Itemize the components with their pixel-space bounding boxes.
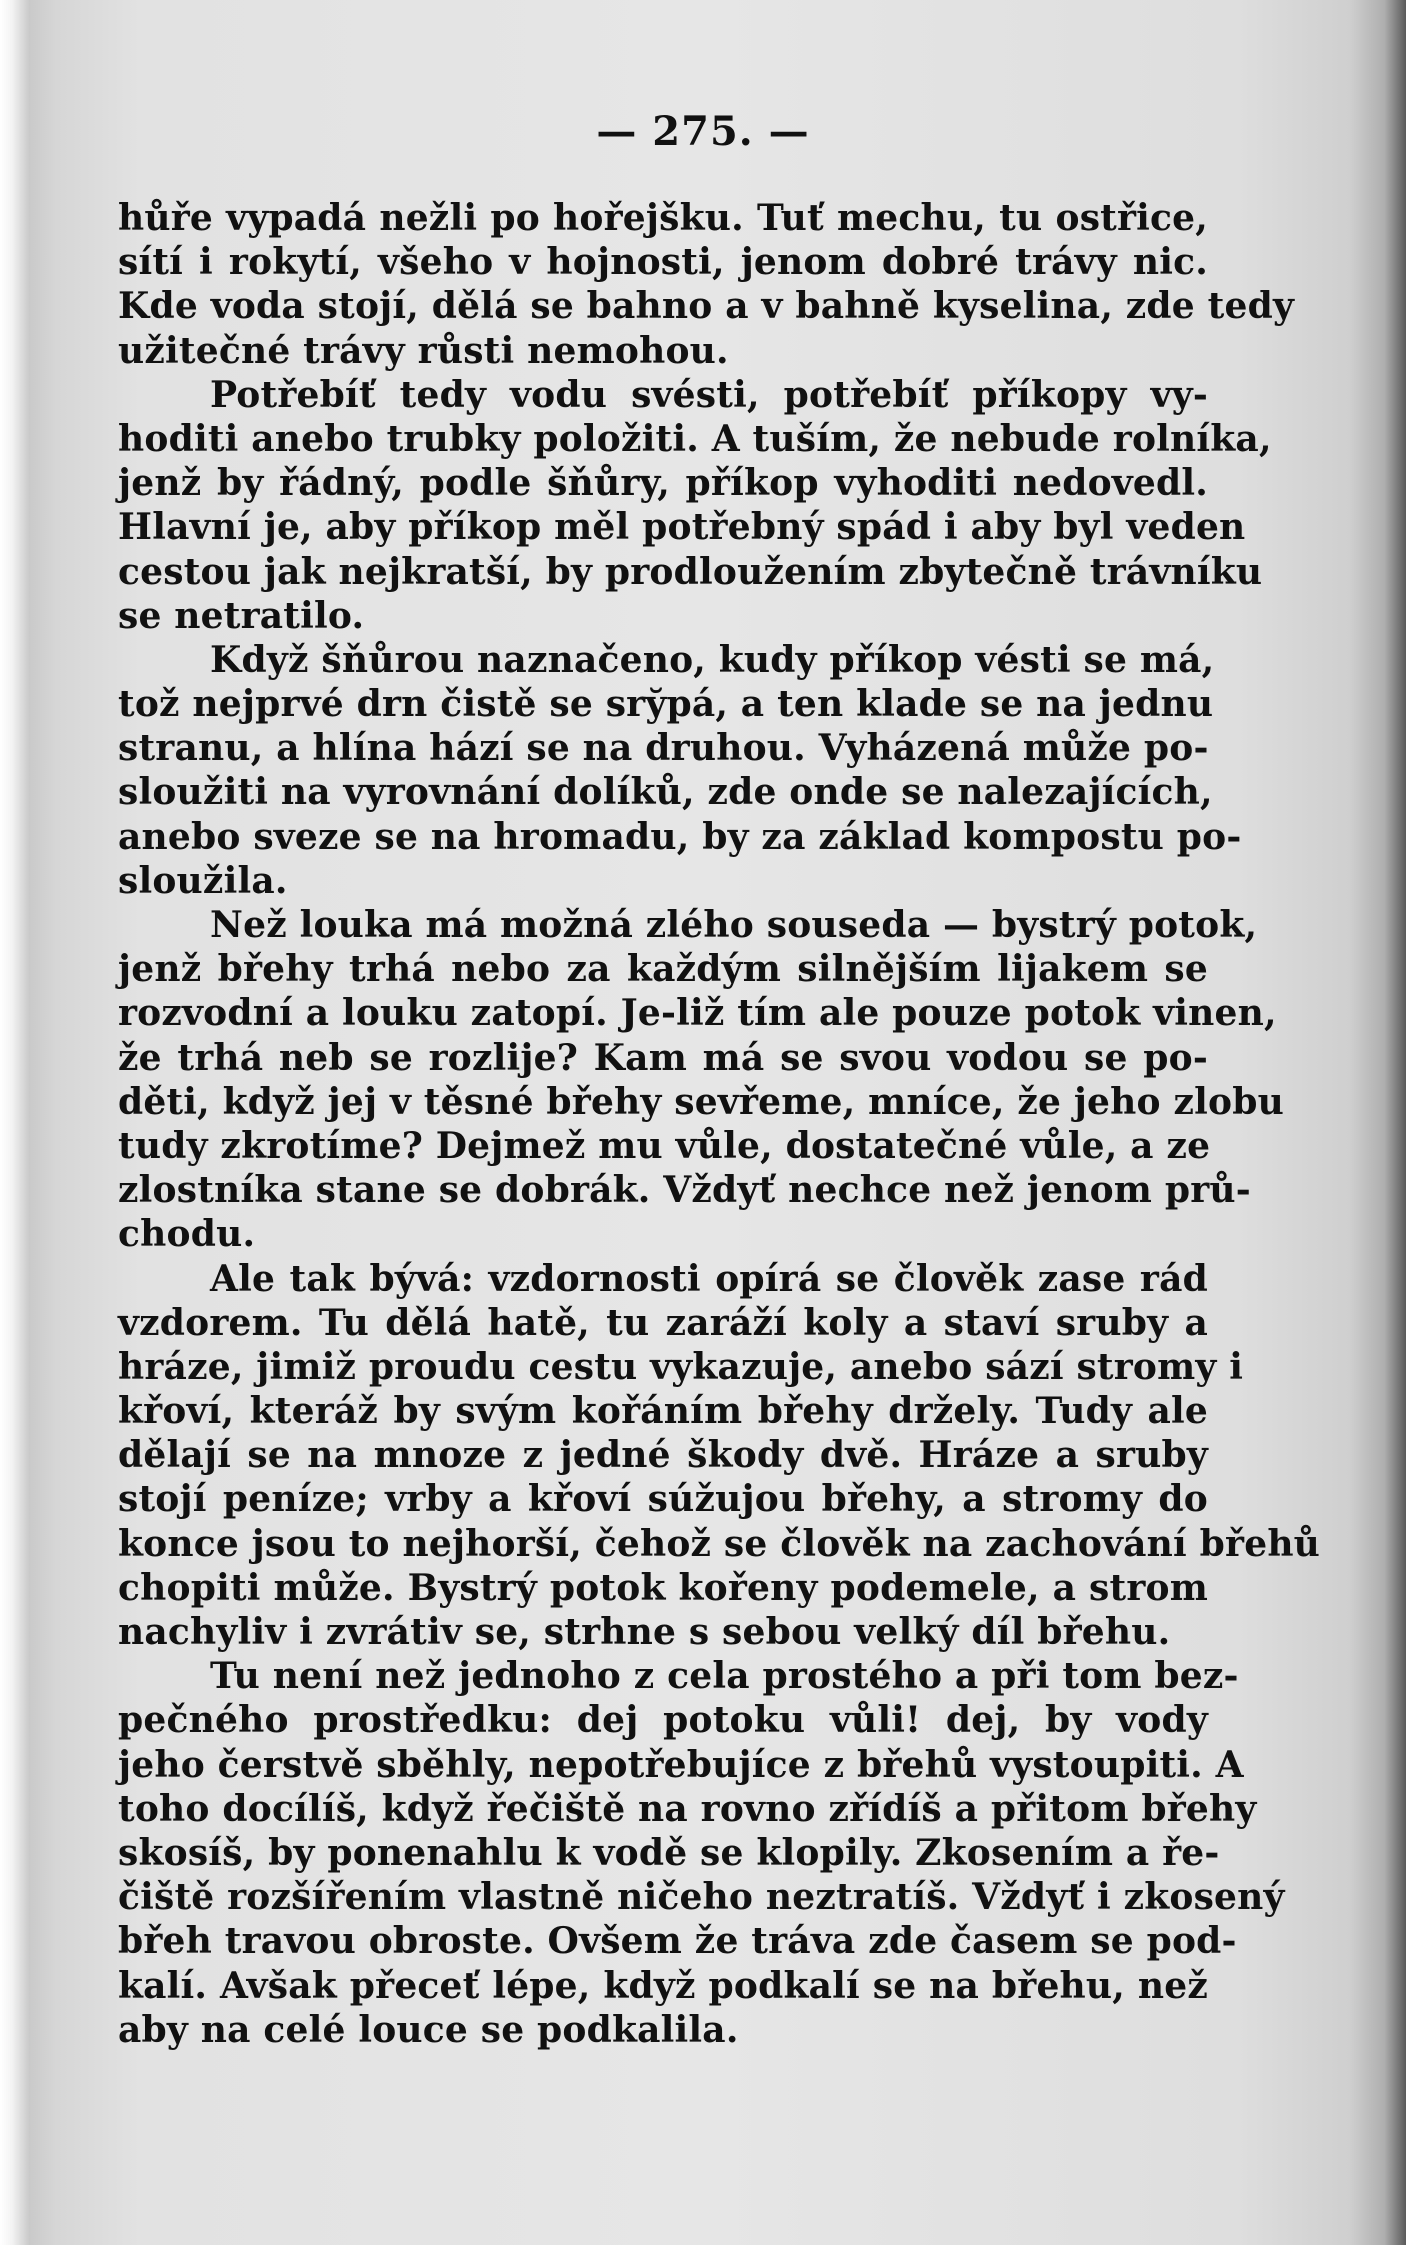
text-line: kalí. Avšak přeceť lépe, když podkalí se na břehu, než bbox=[118, 1964, 1208, 2007]
text-line: pečného prostředku: dej potoku vůli! dej, by vody bbox=[118, 1699, 1208, 1742]
text-line: Kde voda stojí, dělá se bahno a v bahně kyselina, zde tedy bbox=[118, 285, 1295, 328]
text-line: užitečné trávy růsti nemohou. bbox=[118, 329, 729, 372]
page-binding-shadow bbox=[1384, 0, 1406, 2245]
page-left-edge bbox=[0, 0, 30, 2245]
text-line: čiště rozšířením vlastně ničeho neztratíš. Vždyť i zkosený bbox=[118, 1876, 1285, 1919]
text-line: sloužiti na vyrovnání dolíků, zde onde se nalezajících, bbox=[118, 771, 1213, 814]
text-line: dělají se na mnoze z jedné škody dvě. Hráze a sruby bbox=[118, 1434, 1208, 1477]
text-line: Potřebíť tedy vodu svésti, potřebíť příkopy vy- bbox=[210, 373, 1208, 416]
text-line: Hlavní je, aby příkop měl potřebný spád i aby byl veden bbox=[118, 506, 1246, 549]
text-line: jenž břehy trhá nebo za každým silnějším lijakem se bbox=[118, 948, 1208, 991]
text-line: děti, když jej v těsné břehy sevřeme, mníce, že jeho zlobu bbox=[118, 1080, 1284, 1123]
text-line: Tu není než jednoho z cela prostého a při tom bez- bbox=[210, 1655, 1239, 1698]
text-line: chodu. bbox=[118, 1213, 256, 1256]
text-line: nachyliv i zvrátiv se, strhne s sebou velký díl břehu. bbox=[118, 1611, 1171, 1653]
text-line: hůře vypadá nežli po hořejšku. Tuť mechu, tu ostřice, bbox=[118, 197, 1208, 239]
text-line: rozvodní a louku zatopí. Je-liž tím ale pouze potok vinen, bbox=[118, 992, 1277, 1035]
text-line: hoditi anebo trubky položiti. A tuším, že nebude rolníka, bbox=[118, 417, 1272, 460]
text-line: hráze, jimiž proudu cestu vykazuje, anebo sází stromy i bbox=[118, 1345, 1244, 1388]
text-line: se netratilo. bbox=[118, 594, 365, 637]
text-line: Ale tak bývá: vzdornosti opírá se člověk zase rád bbox=[210, 1257, 1208, 1300]
text-line: toho docílíš, když řečiště na rovno zřídíš a přitom břehy bbox=[118, 1787, 1257, 1830]
page-number: — 275. — bbox=[596, 108, 810, 155]
text-line: chopiti může. Bystrý potok kořeny podemele, a strom bbox=[118, 1566, 1208, 1609]
text-line: Než louka má možná zlého souseda — bystrý potok, bbox=[210, 904, 1258, 946]
text-line: Když šňůrou naznačeno, kudy příkop vésti se má, bbox=[210, 638, 1215, 681]
text-line: vzdorem. Tu dělá hatě, tu zaráží koly a staví sruby a bbox=[118, 1301, 1208, 1344]
text-line: stojí peníze; vrby a křoví súžujou břehy, a stromy do bbox=[118, 1478, 1208, 1521]
text-line: tudy zkrotíme? Dejmež mu vůle, dostatečné vůle, a ze bbox=[118, 1124, 1211, 1167]
text-line: aby na celé louce se podkalila. bbox=[118, 2008, 739, 2051]
text-line: sítí i rokytí, všeho v hojnosti, jenom dobré trávy nic. bbox=[118, 241, 1208, 284]
text-line: jeho čerstvě sběhly, nepotřebujíce z břehů vystoupiti. A bbox=[118, 1743, 1244, 1786]
text-line: břeh travou obroste. Ovšem že tráva zde časem se pod- bbox=[118, 1920, 1237, 1963]
text-line: křoví, kteráž by svým kořáním břehy držely. Tudy ale bbox=[118, 1390, 1208, 1433]
text-line: že trhá neb se rozlije? Kam má se svou vodou se po- bbox=[118, 1036, 1208, 1079]
text-line: anebo sveze se na hromadu, by za základ kompostu po- bbox=[118, 815, 1242, 858]
text-line: stranu, a hlína hází se na druhou. Vyházená může po- bbox=[118, 727, 1209, 770]
text-line: jenž by řádný, podle šňůry, příkop vyhoditi nedovedl. bbox=[118, 462, 1208, 505]
text-line: tož nejprvé drn čistě se sry̆pá, a ten klade se na jednu bbox=[118, 683, 1214, 726]
text-line: zlostníka stane se dobrák. Vždyť nechce než jenom prů- bbox=[118, 1169, 1251, 1212]
text-line: sloužila. bbox=[118, 859, 288, 902]
text-line: skosíš, by ponenahlu k vodě se klopily. Zkosením a ře- bbox=[118, 1831, 1220, 1874]
text-line: konce jsou to nejhorší, čehož se člověk na zachování břehů bbox=[118, 1522, 1321, 1565]
text-line: cestou jak nejkratší, by prodloužením zbytečně trávníku bbox=[118, 550, 1263, 593]
body-text bbox=[118, 196, 1321, 2052]
